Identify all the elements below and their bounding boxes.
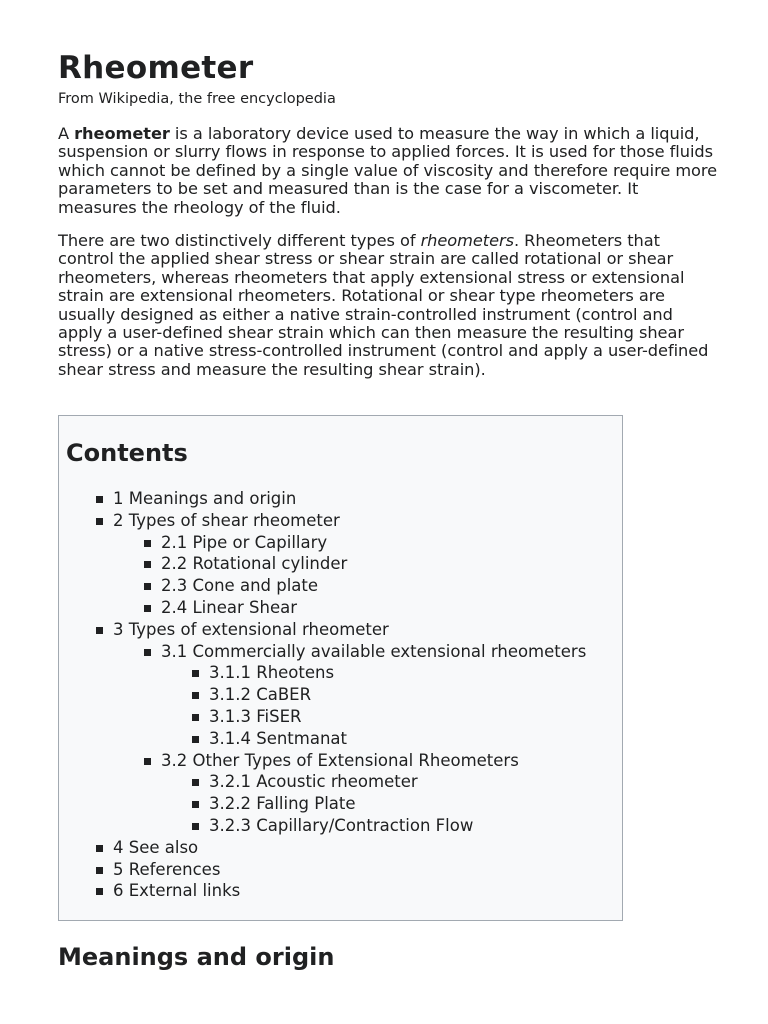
- bullet-icon: [96, 867, 103, 874]
- toc-heading: Contents: [66, 439, 188, 467]
- bullet-icon: [192, 801, 199, 808]
- bullet-icon: [96, 888, 103, 895]
- toc-item[interactable]: [59, 662, 622, 684]
- toc-item[interactable]: [59, 859, 622, 881]
- toc-item[interactable]: [59, 553, 622, 575]
- bullet-icon: [144, 758, 151, 765]
- intro-text: is a laboratory device used to measure the way in which a liquid, suspension or slurry flows in response to applied forces. It is used for those fluids which cannot be defined by a single value of viscosity and therefore require more parameters to be set and measured than is the case for a viscometer. It measures the rheology of the fluid.: [58, 124, 718, 217]
- toc-link[interactable]: 3 Types of extensional rheometer: [113, 619, 389, 639]
- toc-link[interactable]: 2.2 Rotational cylinder: [161, 554, 348, 574]
- toc-link[interactable]: 3.2 Other Types of Extensional Rheometers: [161, 750, 519, 770]
- bullet-icon: [96, 627, 103, 634]
- toc-item[interactable]: [59, 793, 622, 815]
- bullet-icon: [96, 845, 103, 852]
- toc-item[interactable]: [59, 641, 622, 663]
- toc-link[interactable]: 1 Meanings and origin: [113, 489, 297, 508]
- toc-link[interactable]: 3.1.3 FiSER: [209, 706, 302, 726]
- toc-link[interactable]: 3.2.1 Acoustic rheometer: [209, 772, 418, 792]
- toc-link[interactable]: 2.1 Pipe or Capillary: [161, 532, 328, 552]
- bullet-icon: [96, 518, 103, 525]
- toc-link[interactable]: 2.3 Cone and plate: [161, 576, 319, 596]
- bullet-icon: [192, 670, 199, 677]
- toc-link[interactable]: 3.2.3 Capillary/Contraction Flow: [209, 815, 474, 835]
- toc-link[interactable]: 3.1.2 CaBER: [209, 685, 312, 705]
- page-title: Rheometer: [58, 50, 254, 86]
- toc-item[interactable]: [59, 488, 622, 510]
- toc-item[interactable]: [59, 880, 622, 902]
- bullet-icon: [144, 649, 151, 656]
- toc-item[interactable]: [59, 837, 622, 859]
- toc-item[interactable]: [59, 510, 622, 532]
- article-content: [58, 48, 718, 971]
- bullet-icon: [192, 779, 199, 786]
- toc-link[interactable]: 2 Types of shear rheometer: [113, 510, 340, 530]
- bullet-icon: [96, 496, 103, 503]
- bullet-icon: [192, 823, 199, 830]
- toc-link[interactable]: 3.1.1 Rheotens: [209, 663, 335, 683]
- toc-link[interactable]: 2.4 Linear Shear: [161, 597, 297, 617]
- toc-item[interactable]: [59, 597, 622, 619]
- intro-paragraph: [58, 125, 718, 217]
- toc-link[interactable]: 3.2.2 Falling Plate: [209, 794, 356, 814]
- section-heading: Meanings and origin: [58, 943, 335, 971]
- toc-item[interactable]: [59, 750, 622, 772]
- bullet-icon: [192, 692, 199, 699]
- intro-term: rheometer: [74, 124, 170, 143]
- page-subtitle: From Wikipedia, the free encyclopedia: [58, 91, 336, 107]
- bullet-icon: [192, 736, 199, 743]
- bullet-icon: [144, 540, 151, 547]
- toc-item[interactable]: [59, 532, 622, 554]
- toc-link[interactable]: 3.1.4 Sentmanat: [209, 728, 348, 748]
- types-term: rheometers: [420, 231, 514, 251]
- intro-prefix: A: [58, 124, 75, 143]
- toc-item[interactable]: [59, 619, 622, 641]
- bullet-icon: [144, 605, 151, 612]
- toc-item[interactable]: [59, 684, 622, 706]
- toc-item[interactable]: [59, 575, 622, 597]
- types-text: . Rheometers that control the applied shear stress or shear strain are called rotational or shear rheometers, whereas rheometers that apply extensional stress or extensional strain are extensional rheometers. Rotational or shear type rheometers are usually designed as either a native strain-controlled instrument (control and apply a user-defined shear strain which can then measure the resulting shear stress) or a native stress-controlled instrument (control and apply a user-defined shear stress and measure the resulting shear strain).: [58, 231, 709, 379]
- toc-link[interactable]: 6 External links: [113, 881, 241, 901]
- types-paragraph: [58, 232, 718, 379]
- toc-link[interactable]: 5 References: [113, 859, 221, 879]
- toc-item[interactable]: [59, 706, 622, 728]
- toc-link[interactable]: 4 See also: [113, 837, 199, 857]
- toc-item[interactable]: [59, 815, 622, 837]
- types-prefix: There are two distinctively different types of: [58, 231, 421, 251]
- toc-list: [59, 488, 622, 902]
- toc-item[interactable]: [59, 728, 622, 750]
- toc-link[interactable]: 3.1 Commercially available extensional rheometers: [161, 641, 587, 661]
- bullet-icon: [144, 583, 151, 590]
- toc-item[interactable]: [59, 771, 622, 793]
- bullet-icon: [192, 714, 199, 721]
- table-of-contents: [58, 415, 623, 921]
- bullet-icon: [144, 561, 151, 568]
